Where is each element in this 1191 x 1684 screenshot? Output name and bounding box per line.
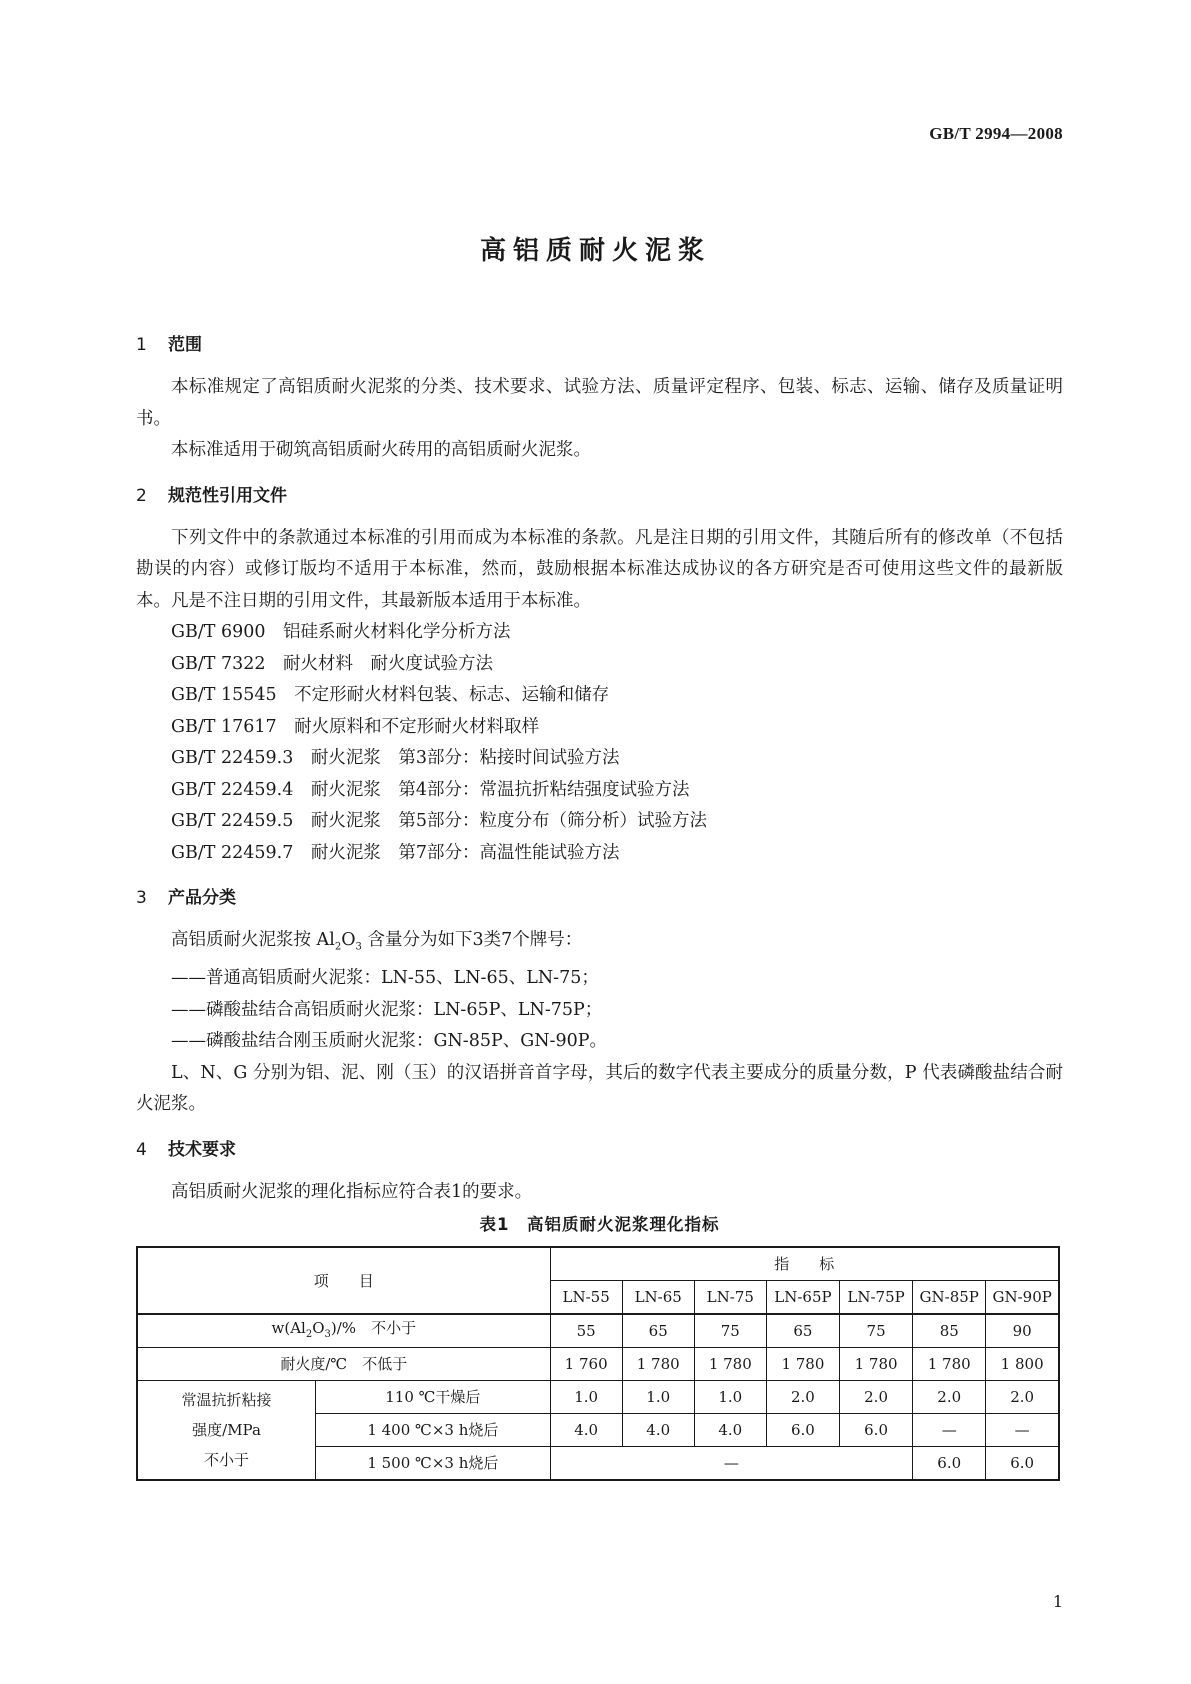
item-header: 项 目 — [137, 1247, 550, 1314]
reference-item: GB/T 22459.4 耐火泥浆 第4部分：常温抗折粘结强度试验方法 — [171, 779, 690, 800]
standard-code: GB/T 2994—2008 — [929, 124, 1063, 143]
reference-item: GB/T 15545 不定形耐火材料包装、标志、运输和储存 — [171, 685, 610, 705]
value-cell: 2.0 — [766, 1381, 839, 1414]
value-cell: 2.0 — [986, 1381, 1059, 1414]
index-header: 指 标 — [550, 1247, 1059, 1281]
section-number: 2 — [136, 485, 147, 506]
value-cell: 6.0 — [913, 1447, 986, 1481]
classification-item: ——普通高铝质耐火泥浆：LN-55、LN-65、LN-75； — [171, 968, 599, 988]
grade-cell: LN-75P — [840, 1281, 913, 1315]
scope-paragraph: 本标准规定了高铝质耐火泥浆的分类、技术要求、试验方法、质量评定程序、包装、标志、运输、储存及质量证明书。 — [136, 377, 1063, 429]
condition-cell: 110 ℃干燥后 — [316, 1381, 551, 1414]
section-3-heading — [136, 883, 1063, 913]
value-cell: 4.0 — [694, 1414, 766, 1447]
grade-cell: GN-90P — [986, 1281, 1059, 1315]
value-cell: 1.0 — [622, 1381, 694, 1414]
reference-item: GB/T 7322 耐火材料 耐火度试验方法 — [171, 653, 494, 674]
value-cell: 85 — [913, 1314, 986, 1348]
value-cell: 90 — [986, 1314, 1059, 1348]
merged-value-cell: — — [550, 1447, 913, 1481]
value-cell: 1 800 — [986, 1348, 1059, 1381]
reference-item: GB/T 22459.5 耐火泥浆 第5部分：粒度分布（筛分析）试验方法 — [171, 811, 707, 831]
value-cell: 75 — [840, 1314, 913, 1348]
value-cell: 1 780 — [766, 1348, 839, 1381]
value-cell: — — [913, 1414, 986, 1447]
value-cell: 65 — [622, 1314, 694, 1348]
value-cell: 1.0 — [550, 1381, 622, 1414]
reference-item: GB/T 17617 耐火原料和不定形耐火材料取样 — [171, 716, 540, 737]
value-cell: 65 — [766, 1314, 839, 1348]
references-intro: 下列文件中的条款通过本标准的引用而成为本标准的条款。凡是注日期的引用文件，其随后所有的修改单（不包括勘误的内容）或修订版均不适用于本标准，然而，鼓励根据本标准达成协议的各方研究是否可使用这些文件的最新版本。凡是不注日期的引用文件，其最新版本适用于本标准。 — [136, 527, 1063, 611]
document-body — [136, 330, 1063, 1481]
al2o3-label: $w(Al_2O_3)/\%$ 不小于 — [137, 1314, 550, 1348]
value-cell: 1 760 — [550, 1348, 622, 1381]
value-cell: 2.0 — [840, 1381, 913, 1414]
grade-cell: LN-65 — [622, 1281, 694, 1315]
table-caption: 表1 高铝质耐火泥浆理化指标 — [479, 1215, 720, 1234]
reference-item: GB/T 6900 铝硅系耐火材料化学分析方法 — [171, 622, 511, 642]
strength-label: 常温抗折粘接 强度/MPa 不小于 — [137, 1381, 316, 1481]
value-cell: 75 — [694, 1314, 766, 1348]
table-row-al2o3 — [137, 1314, 1059, 1348]
value-cell: 55 — [550, 1314, 622, 1348]
section-number: 1 — [136, 335, 147, 355]
value-cell: 4.0 — [622, 1414, 694, 1447]
value-cell: — — [986, 1414, 1059, 1447]
reference-item: GB/T 22459.7 耐火泥浆 第7部分：高温性能试验方法 — [171, 842, 620, 863]
section-title: 规范性引用文件 — [168, 485, 287, 506]
section-number: 3 — [136, 888, 147, 908]
refractoriness-label: 耐火度/℃ 不低于 — [137, 1348, 550, 1381]
reference-item: GB/T 22459.3 耐火泥浆 第3部分：粘接时间试验方法 — [171, 748, 620, 768]
section-2-heading — [136, 481, 1063, 511]
grade-cell: LN-75 — [694, 1281, 766, 1315]
value-cell: 4.0 — [550, 1414, 622, 1447]
value-cell: 6.0 — [840, 1414, 913, 1447]
section-title: 技术要求 — [168, 1139, 236, 1160]
section-title: 产品分类 — [168, 888, 236, 908]
section-1-heading — [136, 330, 1063, 360]
condition-cell: 1 500 ℃×3 h烧后 — [316, 1447, 551, 1481]
condition-cell: 1 400 ℃×3 h烧后 — [316, 1414, 551, 1447]
classification-note: L、N、G 分别为铝、泥、刚（玉）的汉语拼音首字母，其后的数字代表主要成分的质量分数，P 代表磷酸盐结合耐火泥浆。 — [136, 1062, 1063, 1114]
value-cell: 6.0 — [766, 1414, 839, 1447]
table-row-refractoriness — [137, 1348, 1059, 1381]
grade-cell: LN-55 — [550, 1281, 622, 1315]
requirements-paragraph: 高铝质耐火泥浆的理化指标应符合表1的要求。 — [171, 1181, 533, 1202]
scope-paragraph: 本标准适用于砌筑高铝质耐火砖用的高铝质耐火泥浆。 — [171, 440, 591, 460]
value-cell: 1 780 — [840, 1348, 913, 1381]
section-number: 4 — [136, 1139, 147, 1160]
classification-item: ——磷酸盐结合刚玉质耐火泥浆：GN-85P、GN-90P。 — [171, 1031, 607, 1051]
spec-table — [136, 1246, 1060, 1481]
table-row-strength-110 — [137, 1381, 1059, 1414]
grade-cell: LN-65P — [766, 1281, 839, 1315]
value-cell: 1 780 — [694, 1348, 766, 1381]
page-number: 1 — [1052, 1592, 1063, 1611]
value-cell: 1 780 — [913, 1348, 986, 1381]
classification-intro: 高铝质耐火泥浆按 $Al_2O_3$ 含量分为如下3类7个牌号： — [171, 930, 583, 953]
value-cell: 2.0 — [913, 1381, 986, 1414]
classification-item: ——磷酸盐结合高铝质耐火泥浆：LN-65P、LN-75P； — [171, 999, 603, 1020]
value-cell: 1 780 — [622, 1348, 694, 1381]
document-title: 高铝质耐火泥浆 — [479, 236, 711, 266]
value-cell: 1.0 — [694, 1381, 766, 1414]
value-cell: 6.0 — [986, 1447, 1059, 1481]
section-title: 范围 — [168, 335, 202, 355]
table-header-row — [137, 1247, 1059, 1281]
section-4-heading — [136, 1135, 1063, 1165]
grade-cell: GN-85P — [913, 1281, 986, 1315]
